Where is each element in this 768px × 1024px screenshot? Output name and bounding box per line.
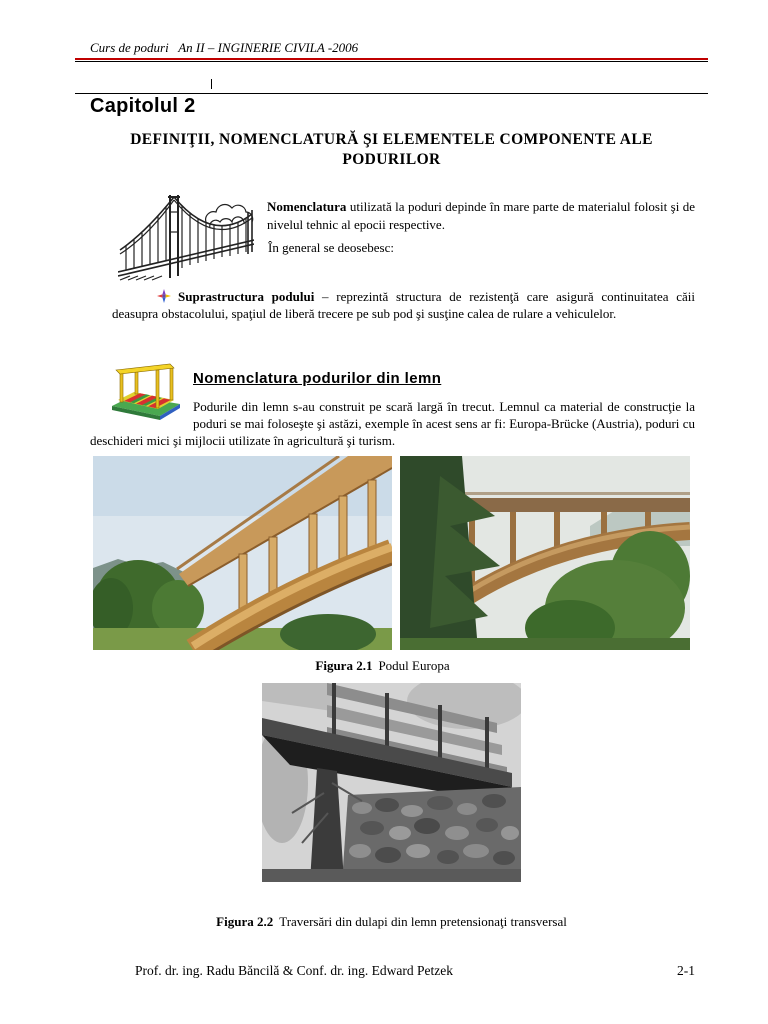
section-paragraph: [90, 398, 695, 449]
running-header: Curs de poduri An II – INGINERIE CIVILA -2006: [90, 40, 359, 55]
deck: [460, 498, 690, 512]
text-cursor-mark: [211, 79, 212, 89]
figure-caption-2: [75, 914, 708, 930]
bullet-term: Suprastructura podului: [178, 289, 315, 304]
stone: [437, 850, 459, 864]
stone: [406, 844, 430, 858]
column: [510, 512, 516, 564]
figure-caption-text-1: Podul Europa: [378, 658, 450, 673]
figure-caption-text-2: Traversări din dulapi din lemn pretensionaţi transversal: [279, 914, 567, 929]
column: [309, 514, 317, 574]
footer-authors: Prof. dr. ing. Radu Băncilă & Conf. dr. ing. Edward Petzek: [135, 963, 453, 978]
ground: [400, 638, 690, 650]
sketch-lines: [118, 195, 254, 280]
figure-label-1: Figura 2.1: [315, 658, 373, 673]
deck-railing: [460, 492, 690, 495]
chapter-title-line-1: DEFINIŢII, NOMENCLATURĂ ŞI ELEMENTELE COMPONENTE ALE: [130, 131, 653, 148]
figure-label-2: Figura 2.2: [216, 914, 274, 929]
photo-europa-bridge-side-view: [400, 456, 690, 650]
photo-timber-deck-bridge: [262, 683, 521, 882]
stone: [463, 844, 489, 858]
icon-top-beam: [116, 364, 174, 374]
stone: [476, 818, 498, 832]
header-rule-black: [75, 61, 708, 62]
stone: [375, 798, 399, 812]
header-rule-red: [75, 58, 708, 60]
stone: [360, 821, 384, 835]
section-text: Podurile din lemn s-au construit pe scară largă în trecut. Lemnul ca material de construcţie la poduri se mai foloseşte şi astăzi, exemple în acest sens ar fi: Europa-Brücke (Austria), poduri cu deschideri mici şi mijlocii utilizate în agricultură şi turism.: [90, 399, 695, 448]
tree: [152, 580, 204, 636]
intro-text: utilizată la poduri depinde în mare parte de materialul folosit şi de nivelul tehnic al epocii respective.: [267, 199, 695, 232]
photo-europa-bridge-arch-view: [93, 456, 392, 650]
stone: [482, 794, 506, 808]
figure-caption-1: [75, 658, 690, 674]
stone: [445, 826, 469, 840]
stone: [427, 796, 453, 810]
section-heading: Nomenclatura podurilor din lemn: [193, 370, 442, 387]
bullet-paragraph: [112, 288, 695, 322]
icon-post: [135, 369, 138, 394]
column: [339, 496, 347, 560]
column: [554, 512, 560, 547]
ground-hatching: [120, 276, 162, 280]
stone: [375, 847, 401, 863]
chapter-rule: [75, 93, 708, 94]
intro-paragraph: [267, 198, 695, 234]
deck-line-top: [118, 240, 254, 272]
stone: [414, 818, 440, 834]
column: [601, 512, 607, 534]
chapter-title-line-2: PODURILOR: [342, 151, 441, 168]
icon-wrap-spacer: [90, 398, 193, 432]
stone: [349, 844, 371, 858]
deck-line-bottom: [118, 244, 254, 276]
bullet-text: – reprezintă structura de rezistenţă care asigură continuitatea căii deasupra obstacolului, spaţiul de liberă trecere pe sub pod şi susţine calea de rulare a vehiculelor.: [112, 289, 695, 321]
stone: [352, 802, 372, 814]
stone: [457, 803, 477, 815]
intro-lead: În general se deosebesc:: [268, 240, 394, 255]
stone: [501, 826, 519, 840]
ground: [262, 869, 521, 882]
intro-term: Nomenclatura: [267, 199, 347, 214]
column: [645, 512, 651, 527]
chapter-heading: Capitolul 2: [90, 95, 196, 117]
icon-post: [170, 367, 173, 400]
stone: [401, 805, 423, 817]
page-number: 2-1: [677, 963, 695, 978]
column: [239, 554, 247, 610]
suspension-bridge-sketch-icon: [118, 192, 254, 282]
stone: [389, 826, 411, 840]
column: [368, 480, 376, 548]
column: [269, 537, 277, 593]
stone: [493, 851, 515, 865]
